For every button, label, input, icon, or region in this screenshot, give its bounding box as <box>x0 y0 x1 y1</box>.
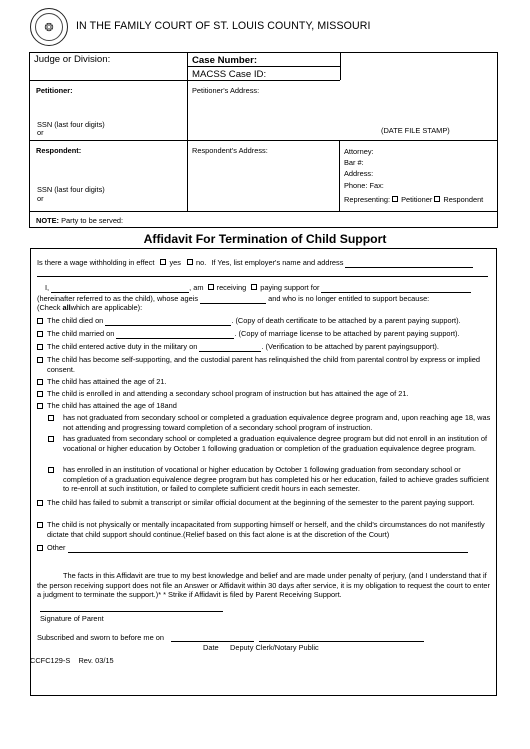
facts-paragraph: The facts in this Affidavit are true to my best knowledge and belief and are made under penalty of perjury, (and I understand that if the person receiving support does not file an Answer or Affidavit within 30 days after service, it is my obligation to request the court to enter a judgment to terminate the support.)* * Strike if Affidavit is filed by Parent Receiving Support. <box>37 571 490 600</box>
married-date-field[interactable] <box>116 338 234 339</box>
i-row: I, , am receiving paying support for <box>37 283 492 293</box>
court-name: IN THE FAMILY COURT OF ST. LOUIS COUNTY, MISSOURI <box>76 20 371 32</box>
representing-row <box>344 195 483 204</box>
respondent-address-label: Respondent's Address: <box>192 146 268 155</box>
date-label: Date <box>203 643 219 652</box>
representing-label: Representing: <box>344 195 391 204</box>
ssn-label-2: SSN (last four digits) <box>37 185 105 194</box>
self-supporting-item: The child has become self-supporting, and the custodial parent has relinquished the child from parental control by express or implied consent. <box>37 355 492 374</box>
revision: Rev. 03/15 <box>78 656 114 665</box>
hereinafter-row: (hereinafter referred to as the child), whose ageis and who is no longer entitled to support because: <box>37 294 430 303</box>
sub-item-1: has not graduated from secondary school or completed a graduation equivalence degree program and, upon reaching age 18, was not attending and progressing toward completion of a secondary school program of instruction. <box>48 413 492 432</box>
died-item: The child died on . (Copy of death certificate to be attached by a parent paying support). <box>37 316 492 326</box>
or-label-1: or <box>37 128 44 137</box>
sub1-checkbox[interactable] <box>48 415 54 421</box>
died-date-field[interactable] <box>105 325 231 326</box>
married-item: The child married on . (Copy of marriage license to be attached by parent paying support). <box>37 329 492 339</box>
ssn-label-1: SSN (last four digits) <box>37 120 105 129</box>
incapacitated-item: The child is not physically or mentally incapacitated from supporting himself or herself, and the child's circumstances do not manifestly dictate that child support should continue.(Relief based on this fact alone is at the discretion of the Court) <box>37 520 492 539</box>
respondent-label: Respondent: <box>36 146 82 155</box>
sub3-checkbox[interactable] <box>48 467 54 473</box>
other-item: Other <box>37 543 492 553</box>
form-number: CCFC129-S <box>30 656 71 665</box>
wage-question-row: Is there a wage withholding in effect yes no. If Yes, list employer's name and address <box>37 258 492 268</box>
case-number-label: Case Number: <box>192 55 258 66</box>
address-label: Address: <box>344 169 374 178</box>
wage-no-checkbox[interactable] <box>187 259 193 265</box>
enrolled-item: The child is enrolled in and attending a secondary school program of instruction but has attained the age of 21. <box>37 389 492 399</box>
paying-checkbox[interactable] <box>251 284 257 290</box>
petitioner-address-label: Petitioner's Address: <box>192 86 260 95</box>
signature-line[interactable] <box>40 611 223 612</box>
attorney-label: Attorney: <box>344 147 374 156</box>
other-checkbox[interactable] <box>37 545 43 551</box>
rep-respondent-label: Respondent <box>443 195 484 204</box>
subscribed-label: Subscribed and sworn to before me on <box>37 633 164 642</box>
petitioner-checkbox[interactable] <box>392 196 398 202</box>
phone-fax-label: Phone: Fax: <box>344 181 384 190</box>
other-field[interactable] <box>68 552 468 553</box>
incapacitated-checkbox[interactable] <box>37 522 43 528</box>
age18-item: The child has attained the age of 18and <box>37 401 492 411</box>
sub-item-2: has graduated from secondary school or completed a graduation equivalence degree program but did not enroll in an institution of vocational or higher education by October 1 following graduation or completion of the graduation equivalence degree program. <box>48 434 492 453</box>
child-name-field[interactable] <box>321 292 471 293</box>
employer-field[interactable] <box>345 267 473 268</box>
died-checkbox[interactable] <box>37 318 43 324</box>
clerk-line[interactable] <box>259 641 424 642</box>
military-date-field[interactable] <box>199 351 261 352</box>
eagle-icon: ❂ <box>35 13 63 41</box>
form-title: Affidavit For Termination of Child Support <box>143 232 387 246</box>
age21-item: The child has attained the age of 21. <box>37 377 492 387</box>
wage-yes-checkbox[interactable] <box>160 259 166 265</box>
married-checkbox[interactable] <box>37 331 43 337</box>
court-seal <box>30 8 68 46</box>
rep-petitioner-label: Petitioner <box>401 195 433 204</box>
clerk-label: Deputy Clerk/Notary Public <box>230 643 319 652</box>
receiving-checkbox[interactable] <box>208 284 214 290</box>
enrolled-checkbox[interactable] <box>37 391 43 397</box>
military-item: The child entered active duty in the military on . (Verification to be attached by parent payingsupport). <box>37 342 492 352</box>
or-label-2: or <box>37 194 44 203</box>
respondent-checkbox[interactable] <box>434 196 440 202</box>
name-field[interactable] <box>51 292 189 293</box>
bar-label: Bar #: <box>344 158 364 167</box>
military-checkbox[interactable] <box>37 344 43 350</box>
petitioner-label: Petitioner: <box>36 86 73 95</box>
self-supporting-checkbox[interactable] <box>37 357 43 363</box>
date-file-stamp: (DATE FILE STAMP) <box>381 126 450 135</box>
note-row: NOTE: Party to be served: <box>36 216 124 225</box>
macss-label: MACSS Case ID: <box>192 69 267 80</box>
check-all-row: (Check allwhich are applicable): <box>37 303 143 312</box>
sub2-checkbox[interactable] <box>48 436 54 442</box>
judge-label: Judge or Division: <box>34 54 111 65</box>
footer <box>30 656 114 665</box>
signature-label: Signature of Parent <box>40 614 104 623</box>
age18-checkbox[interactable] <box>37 403 43 409</box>
transcript-item: The child has failed to submit a transcript or similar official document at the beginning of the semester to the parent paying support. <box>37 498 492 508</box>
age21-checkbox[interactable] <box>37 379 43 385</box>
transcript-checkbox[interactable] <box>37 500 43 506</box>
sub-item-3: has enrolled in an institution of vocational or higher education by October 1 following graduation from secondary school or completion of a graduation equivalence degree program but has completed his or her education, failed to achieve grades sufficient to re-enroll at such institution, or failed to complete sufficient credit hours in each semester. <box>48 465 492 494</box>
employer-field-line2[interactable] <box>37 276 488 277</box>
sworn-date-line[interactable] <box>171 641 254 642</box>
